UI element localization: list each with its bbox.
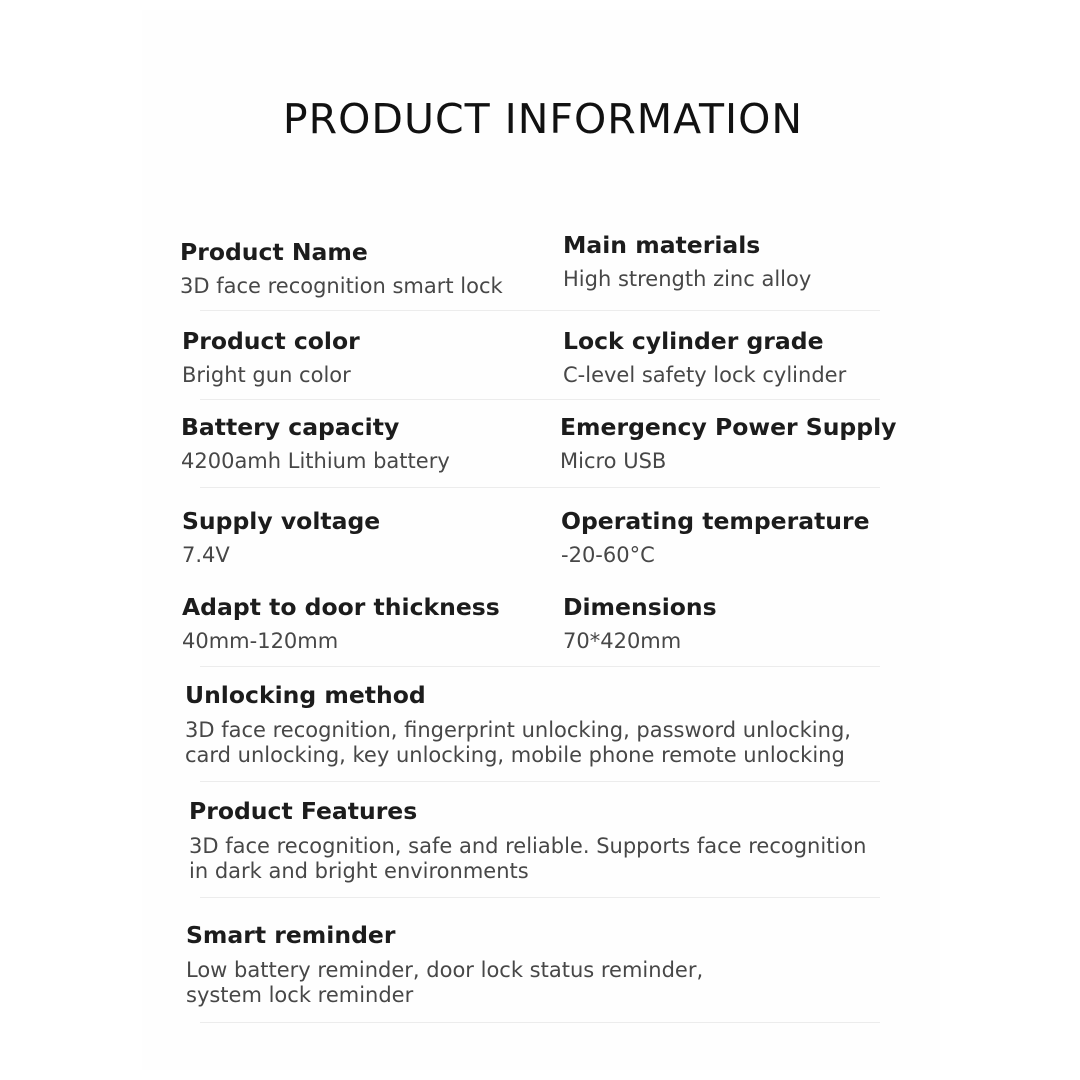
divider <box>200 487 880 488</box>
product-features-section <box>189 797 889 884</box>
divider <box>200 781 880 782</box>
spec-value: Bright gun color <box>182 363 351 387</box>
spec-operating-temperature <box>561 507 870 567</box>
section-label: Smart reminder <box>186 921 396 949</box>
divider <box>200 399 880 400</box>
spec-label: Battery capacity <box>181 413 400 441</box>
spec-value: 3D face recognition smart lock <box>180 274 503 298</box>
section-label: Product Features <box>189 797 418 825</box>
spec-dimensions <box>563 593 717 653</box>
unlocking-method-section <box>185 681 885 768</box>
divider <box>200 1022 880 1023</box>
divider <box>200 666 880 667</box>
spec-product-name <box>180 238 503 298</box>
spec-label: Supply voltage <box>182 507 381 535</box>
spec-lock-cylinder-grade <box>563 327 846 387</box>
spec-emergency-power-supply <box>560 413 896 473</box>
section-text-line: 3D face recognition, fingerprint unlocking, password unlocking, <box>185 718 851 742</box>
divider <box>200 310 880 311</box>
spec-label: Main materials <box>563 231 761 259</box>
spec-label: Lock cylinder grade <box>563 327 824 355</box>
section-label: Unlocking method <box>185 681 426 709</box>
spec-value: 7.4V <box>182 543 230 567</box>
page-title: PRODUCT INFORMATION <box>282 95 804 143</box>
section-text <box>185 718 885 768</box>
section-text <box>189 834 889 884</box>
spec-value: C-level safety lock cylinder <box>563 363 847 387</box>
spec-label: Emergency Power Supply <box>560 413 897 441</box>
spec-label: Product Name <box>180 238 368 266</box>
spec-value: -20-60°C <box>561 543 655 567</box>
spec-battery-capacity <box>181 413 450 473</box>
section-text-line: Low battery reminder, door lock status reminder, <box>186 958 704 982</box>
spec-value: 4200amh Lithium battery <box>181 449 450 473</box>
spec-label: Dimensions <box>563 593 717 621</box>
spec-label: Product color <box>182 327 360 355</box>
spec-product-color <box>182 327 360 387</box>
spec-value: 40mm-120mm <box>182 629 339 653</box>
section-text-line: system lock reminder <box>186 983 414 1007</box>
spec-value: Micro USB <box>560 449 667 473</box>
section-text <box>186 958 886 1008</box>
section-text-line: 3D face recognition, safe and reliable. Supports face recognition <box>189 834 867 858</box>
spec-label: Operating temperature <box>561 507 870 535</box>
spec-label: Adapt to door thickness <box>182 593 500 621</box>
spec-supply-voltage <box>182 507 380 567</box>
spec-value: 70*420mm <box>563 629 682 653</box>
section-text-line: card unlocking, key unlocking, mobile phone remote unlocking <box>185 743 845 767</box>
spec-main-materials <box>563 231 811 291</box>
section-text-line: in dark and bright environments <box>189 859 529 883</box>
spec-door-thickness <box>182 593 500 653</box>
spec-value: High strength zinc alloy <box>563 267 812 291</box>
smart-reminder-section <box>186 921 886 1008</box>
divider <box>200 897 880 898</box>
